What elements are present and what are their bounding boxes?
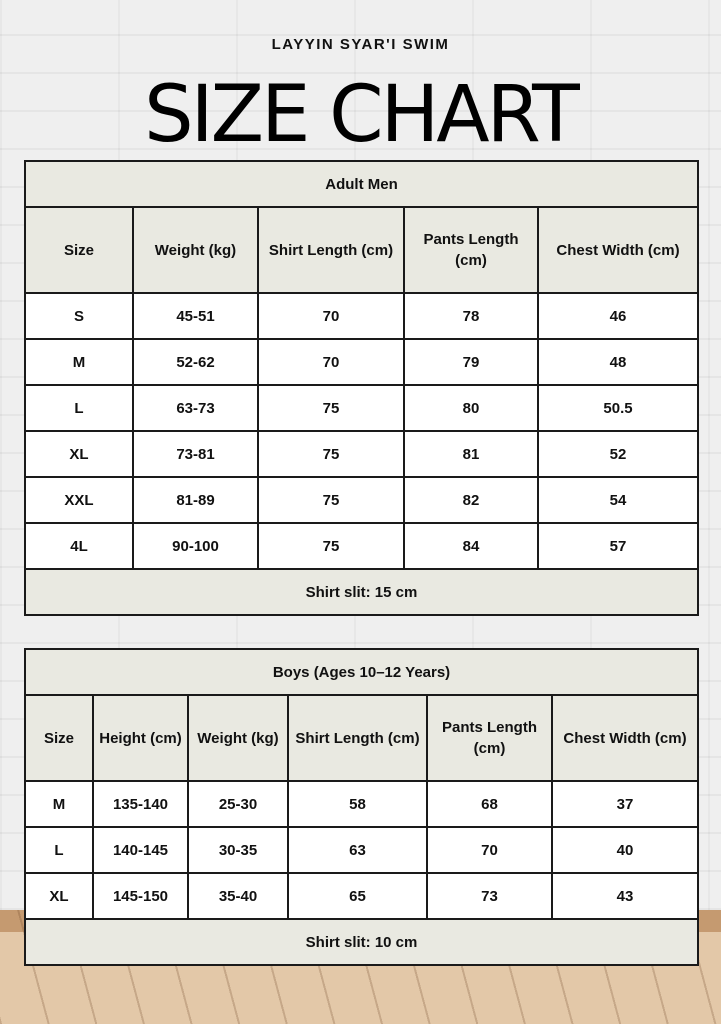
table-row [25,477,698,523]
cell-size: XXL [25,477,133,523]
column-header: Size [25,695,93,781]
boys-size-table [24,648,699,966]
cell-shirt-length: 70 [258,339,404,385]
cell-shirt-length: 58 [288,781,427,827]
table-row [25,827,698,873]
column-header: Chest Width (cm) [538,207,698,293]
column-header: Weight (kg) [133,207,258,293]
cell-size: M [25,339,133,385]
cell-pants-length: 82 [404,477,538,523]
shirt-slit-note: Shirt slit: 15 cm [25,569,698,615]
brand-name: LAYYIN SYAR'I SWIM [271,36,450,53]
cell-size: S [25,293,133,339]
table-row [25,339,698,385]
cell-shirt-length: 75 [258,385,404,431]
cell-pants-length: 68 [427,781,552,827]
cell-chest-width: 40 [552,827,698,873]
cell-size: XL [25,431,133,477]
cell-height: 140-145 [93,827,188,873]
column-header: Shirt Length (cm) [288,695,427,781]
column-header-row [25,207,698,293]
cell-pants-length: 84 [404,523,538,569]
column-header: Weight (kg) [188,695,288,781]
column-header-row [25,695,698,781]
table-heading-row [25,161,698,207]
cell-weight: 30-35 [188,827,288,873]
column-header: Pants Length (cm) [427,695,552,781]
table-row [25,293,698,339]
table-heading: Adult Men [25,161,698,207]
cell-weight: 81-89 [133,477,258,523]
cell-chest-width: 54 [538,477,698,523]
cell-height: 145-150 [93,873,188,919]
cell-chest-width: 48 [538,339,698,385]
cell-weight: 25-30 [188,781,288,827]
cell-pants-length: 70 [427,827,552,873]
cell-weight: 35-40 [188,873,288,919]
cell-weight: 90-100 [133,523,258,569]
cell-height: 135-140 [93,781,188,827]
table-footer-row [25,569,698,615]
table-row [25,873,698,919]
shirt-slit-note: Shirt slit: 10 cm [25,919,698,965]
cell-weight: 52-62 [133,339,258,385]
cell-chest-width: 37 [552,781,698,827]
cell-shirt-length: 75 [258,477,404,523]
column-header: Pants Length (cm) [404,207,538,293]
table-row [25,385,698,431]
cell-size: L [25,385,133,431]
cell-chest-width: 52 [538,431,698,477]
cell-pants-length: 73 [427,873,552,919]
cell-weight: 63-73 [133,385,258,431]
cell-shirt-length: 75 [258,523,404,569]
cell-size: L [25,827,93,873]
cell-chest-width: 50.5 [538,385,698,431]
cell-shirt-length: 70 [258,293,404,339]
cell-chest-width: 57 [538,523,698,569]
page-title: SIZE CHART [144,70,577,160]
cell-size: XL [25,873,93,919]
cell-pants-length: 78 [404,293,538,339]
column-header: Chest Width (cm) [552,695,698,781]
cell-chest-width: 43 [552,873,698,919]
table-row [25,781,698,827]
cell-shirt-length: 63 [288,827,427,873]
cell-chest-width: 46 [538,293,698,339]
column-header: Size [25,207,133,293]
table-row [25,523,698,569]
column-header: Shirt Length (cm) [258,207,404,293]
cell-size: M [25,781,93,827]
cell-shirt-length: 75 [258,431,404,477]
column-header: Height (cm) [93,695,188,781]
table-row [25,431,698,477]
cell-pants-length: 80 [404,385,538,431]
cell-weight: 73-81 [133,431,258,477]
cell-size: 4L [25,523,133,569]
cell-weight: 45-51 [133,293,258,339]
table-heading: Boys (Ages 10–12 Years) [25,649,698,695]
adult-men-size-table [24,160,699,616]
cell-pants-length: 79 [404,339,538,385]
table-heading-row [25,649,698,695]
table-footer-row [25,919,698,965]
cell-shirt-length: 65 [288,873,427,919]
cell-pants-length: 81 [404,431,538,477]
